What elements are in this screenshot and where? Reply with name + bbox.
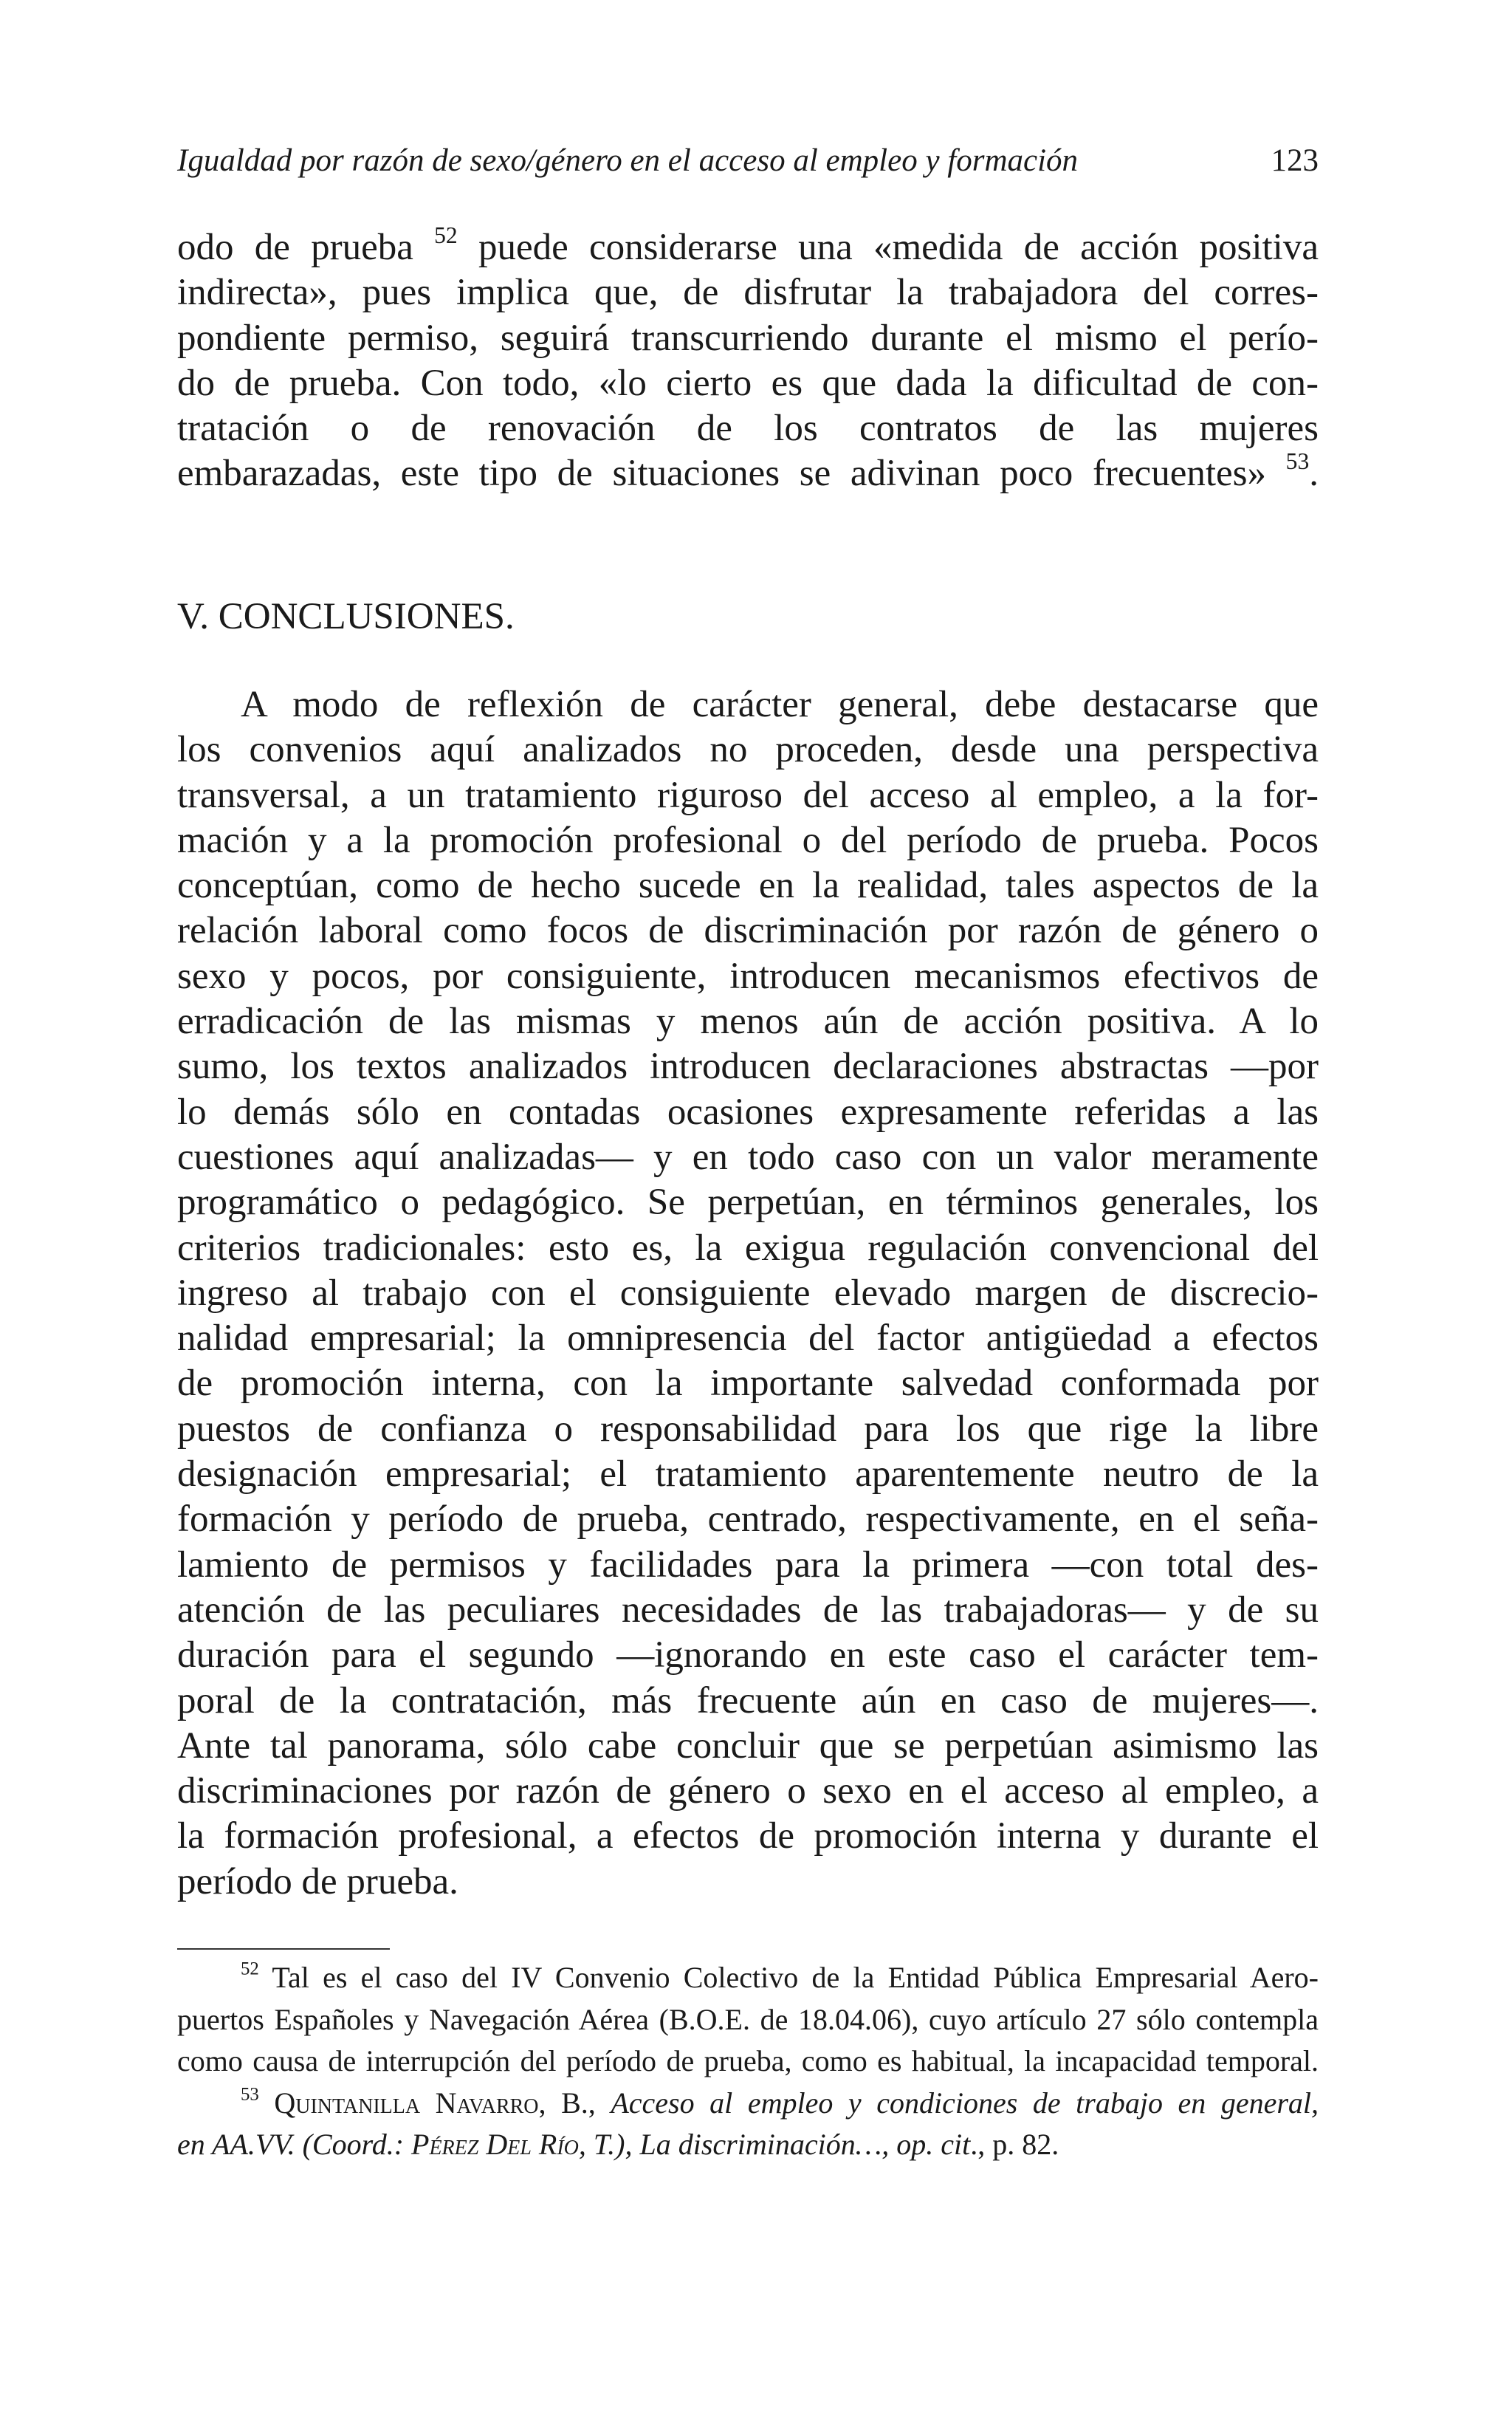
running-header <box>177 131 1319 191</box>
footnote-ref-53: 53 <box>1285 451 1310 475</box>
paragraph-line: discriminaciones por razón de género o sexo en el acceso al empleo, a <box>177 1770 1319 1812</box>
paragraph-line: embarazadas, este tipo de situaciones se adivinan poco frecuentes» $^{53}$. <box>177 451 1319 496</box>
paragraph-line: atención de las peculiares necesidades de las trabajadoras— y de su <box>177 1589 1319 1631</box>
paragraph-line: do de prueba. Con todo, «lo cierto es que dada la dificultad de con- <box>177 362 1319 404</box>
paragraph-line: poral de la contratación, más frecuente aún en caso de mujeres—. <box>177 1679 1319 1721</box>
running-title: Igualdad por razón de sexo/género en el acceso al empleo y formación <box>177 143 1079 178</box>
paragraph-line: nalidad empresarial; la omnipresencia del factor antigüedad a efectos <box>177 1318 1319 1360</box>
paragraph-line: período de prueba. <box>177 1860 458 1902</box>
paragraph-line: sumo, los textos analizados introducen declaraciones abstractas —por <box>177 1046 1319 1088</box>
paragraph-line: Ante tal panorama, sólo cabe concluir que se perpetúan asimismo las <box>177 1724 1319 1767</box>
paragraph-line: relación laboral como focos de discriminación por razón de género o <box>177 910 1319 952</box>
footnote-52-line: como causa de interrupción del período de prueba, como es habitual, la incapacidad temporal. <box>177 2044 1319 2078</box>
paragraph-line: lamiento de permisos y facilidades para la primera —con total des- <box>177 1544 1319 1586</box>
paragraph-line: A modo de reflexión de carácter general, debe destacarse que <box>241 684 1319 725</box>
paragraph-line: puestos de confianza o responsabilidad para los que rige la libre <box>177 1408 1319 1450</box>
footnote-number: 52 <box>241 1959 259 1979</box>
paragraph-line: transversal, a un tratamiento riguroso del acceso al empleo, a la for- <box>177 774 1319 816</box>
citation-editor: Pérez Del Río <box>411 2128 579 2162</box>
page-number: 123 <box>1271 143 1319 178</box>
paragraph-line: designación empresarial; el tratamiento aparentemente neutro de la <box>177 1453 1319 1495</box>
footnote-53-line: en AA.VV. (Coord.: Pérez Del Río, T.), La discriminación…, op. cit., p. 82. <box>177 2128 1059 2162</box>
paragraph-line: mación y a la promoción profesional o del período de prueba. Pocos <box>177 819 1319 861</box>
paragraph-line: indirecta», pues implica que, de disfrutar la trabajadora del corres- <box>177 272 1319 314</box>
footnote-52-line: puertos Españoles y Navegación Aérea (B.O.E. de 18.04.06), cuyo artículo 27 sólo contempla <box>177 2002 1319 2036</box>
footnote-number: 53 <box>241 2084 259 2105</box>
paragraph-line: los convenios aquí analizados no proceden, desde una perspectiva <box>177 729 1319 771</box>
paragraph-line: cuestiones aquí analizadas— y en todo caso con un valor meramente <box>177 1136 1319 1178</box>
footnote-separator <box>177 1948 390 1950</box>
paragraph-line: tratación o de renovación de los contratos de las mujeres <box>177 408 1319 450</box>
paragraph-line: programático o pedagógico. Se perpetúan, en términos generales, los <box>177 1182 1319 1224</box>
section-heading: V. CONCLUSIONES. <box>177 596 515 637</box>
conclusion-paragraph <box>177 682 1319 1905</box>
paragraph-line: erradicación de las mismas y menos aún de acción positiva. A lo <box>177 1001 1319 1043</box>
footnote-53-line: $^{53}$ Quintanilla Navarro, B., Acceso al empleo y condiciones de trabajo en general, <box>241 2084 1319 2120</box>
paragraph-line: la formación profesional, a efectos de promoción interna y durante el <box>177 1815 1319 1857</box>
citation-author: Quintanilla Navarro <box>274 2086 539 2120</box>
paragraph-line: conceptúan, como de hecho sucede en la realidad, tales aspectos de la <box>177 865 1319 907</box>
paragraph-line: criterios tradicionales: esto es, la exigua regulación convencional del <box>177 1227 1319 1269</box>
paragraph-line: de promoción interna, con la importante salvedad conformada por <box>177 1363 1319 1405</box>
paragraph-line: duración para el segundo —ignorando en este caso el carácter tem- <box>177 1634 1319 1676</box>
paragraph-line: formación y período de prueba, centrado, respectivamente, en el seña- <box>177 1498 1319 1541</box>
paragraph-line: odo de prueba $^{52}$ puede considerarse una «medida de acción positiva <box>177 225 1319 270</box>
carryover-paragraph <box>177 225 1319 497</box>
footnote-ref-52: 52 <box>434 225 458 248</box>
citation-title: Acceso al empleo y condiciones de trabajo en general, <box>611 2086 1319 2120</box>
paragraph-line: lo demás sólo en contadas ocasiones expresamente referidas a las <box>177 1091 1319 1133</box>
paragraph-line: sexo y pocos, por consiguiente, introducen mecanismos efectivos de <box>177 955 1319 997</box>
footnote-52-line: $^{52}$ Tal es el caso del IV Convenio Colectivo de la Entidad Pública Empresarial Aero- <box>241 1959 1319 1994</box>
paragraph-line: pondiente permiso, seguirá transcurriendo durante el mismo el perío- <box>177 317 1319 359</box>
paragraph-line: ingreso al trabajo con el consiguiente elevado margen de discrecio- <box>177 1272 1319 1314</box>
footnotes <box>177 1957 1319 2166</box>
